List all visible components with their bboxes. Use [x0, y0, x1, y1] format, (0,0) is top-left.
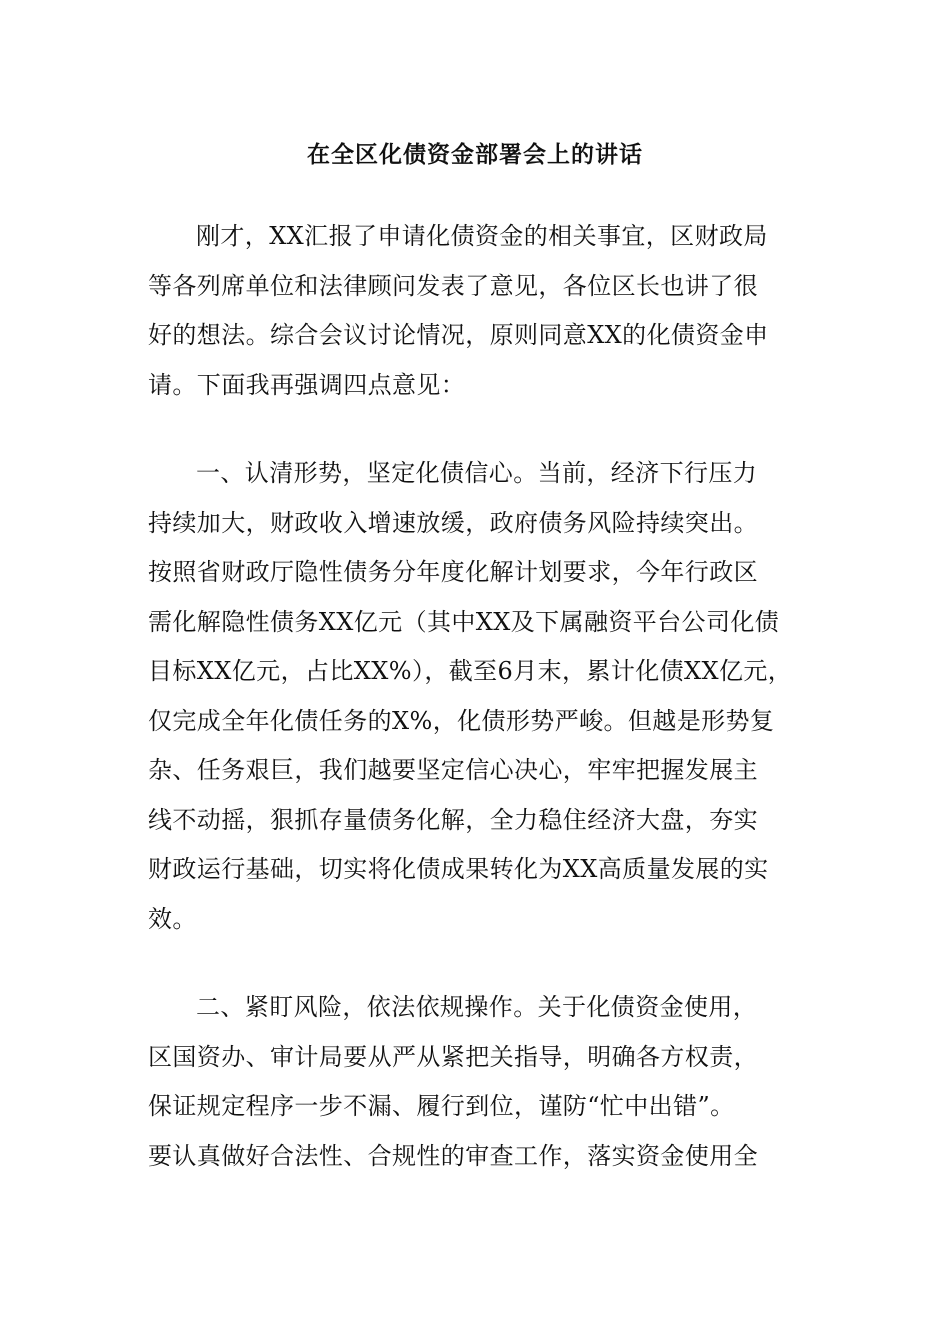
text-line: 效。 [148, 904, 197, 933]
text-line: 刚才，XX汇报了申请化债资金的相关事宜，区财政局 [196, 222, 768, 250]
text-line: 保证规定程序一步不漏、履行到位，谨防“忙中出错”。 [148, 1092, 735, 1120]
text-line: 好的想法。综合会议讨论情况，原则同意XX的化债资金申 [148, 321, 769, 349]
text-line: 要认真做好合法性、合规性的审查工作，落实资金使用全 [148, 1141, 758, 1170]
text-line: 需化解隐性债务XX亿元（其中XX及下属融资平台公司化债 [148, 607, 780, 636]
text-line: 财政运行基础，切实将化债成果转化为XX高质量发展的实 [148, 855, 769, 883]
text-line: 一、认清形势，坚定化债信心。当前，经济下行压力 [196, 459, 758, 487]
paragraph-1 [148, 212, 808, 410]
text-line: 请。下面我再强调四点意见： [148, 370, 466, 399]
paragraph-3 [148, 983, 808, 1181]
text-line: 目标XX亿元，占比XX%），截至6月末，累计化债XX亿元， [148, 657, 793, 685]
text-line: 区国资办、审计局要从严从紧把关指导，明确各方权责， [148, 1042, 758, 1071]
text-line: 二、紧盯风险，依法依规操作。关于化债资金使用， [196, 993, 758, 1021]
text-line: 线不动摇，狠抓存量债务化解，全力稳住经济大盘，夯实 [148, 805, 758, 834]
paragraph-text [148, 212, 808, 410]
text-line: 仅完成全年化债任务的X%，化债形势严峻。但越是形势复 [148, 706, 775, 735]
document-title: 在全区化债资金部署会上的讲话 [307, 141, 643, 168]
text-line: 按照省财政厅隐性债务分年度化解计划要求，今年行政区 [148, 558, 758, 586]
text-line: 杂、任务艰巨，我们越要坚定信心决心，牢牢把握发展主 [148, 756, 758, 784]
text-line: 等各列席单位和法律顾问发表了意见，各位区长也讲了很 [148, 271, 758, 300]
paragraph-2 [148, 449, 808, 944]
text-line: 持续加大，财政收入增速放缓，政府债务风险持续突出。 [148, 508, 758, 537]
paragraph-text [148, 983, 808, 1181]
paragraph-text [148, 449, 808, 944]
